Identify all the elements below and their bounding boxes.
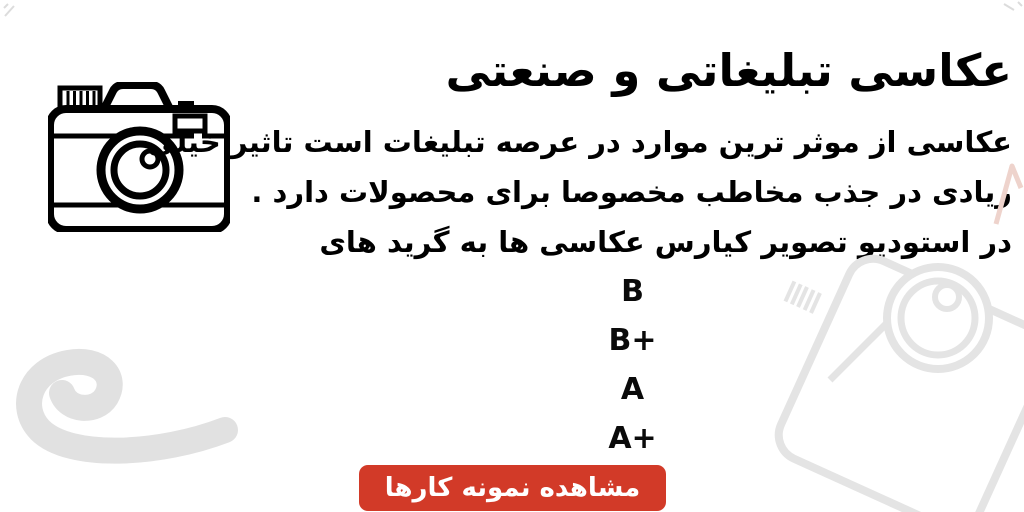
grade-item-b-plus: B+: [608, 323, 657, 358]
zigzag-watermark: [993, 158, 1024, 228]
body-line-3: در استودیو تصویر کیارس عکاسی ها به گرید های: [319, 225, 1012, 259]
grade-list: [545, 267, 720, 463]
grade-item-a-plus: A+: [608, 421, 657, 456]
grade-item-a: A: [620, 372, 645, 407]
corner-speck-right: [1000, 0, 1024, 18]
grade-item-b: B: [621, 274, 644, 309]
body-line-1: عکاسی از موثر ترین موارد در عرصه تبلیغات است تاثیر خیلی: [146, 125, 1012, 159]
camera-outline-watermark: [720, 215, 1024, 512]
view-portfolio-button[interactable]: مشاهده نمونه کارها: [359, 465, 666, 511]
body-line-2: زیادی در جذب مخاطب مخصوصا برای محصولات دارد .: [251, 175, 1012, 209]
corner-speck-left: [2, 2, 24, 20]
page-title: عکاسی تبلیغاتی و صنعتی: [445, 44, 1012, 97]
brush-swoosh-watermark: [0, 315, 245, 500]
